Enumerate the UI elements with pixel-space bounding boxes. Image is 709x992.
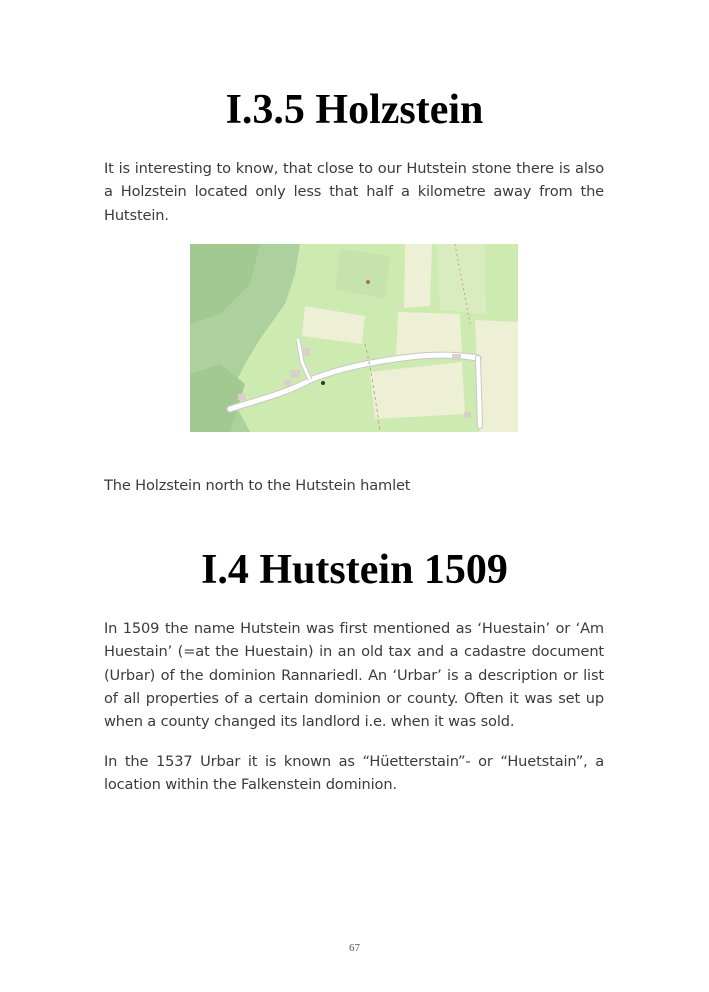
hutstein-1509-paragraph: In 1509 the name Hutstein was first mentioned as ‘Huestain’ or ‘Am Huestain’ (=at the Huestain) in an old tax and a cadastre document (Urbar) of the dominion Rannariedl. An ‘Urbar’ is a description or list of all properties of a certain dominion or county. Often it was set up when a county changed its landlord i.e. when it was sold.: [104, 620, 604, 731]
urbar-1537-paragraph: In the 1537 Urbar it is known as “Hüetterstain”- or “Huetstain”, a location within the Falkenstein dominion.: [104, 753, 604, 794]
holzstein-map-image: [190, 244, 518, 432]
holzstein-paragraph: It is interesting to know, that close to our Hutstein stone there is also a Holzstein located only less that half a kilometre away from the Hutstein.: [104, 160, 604, 224]
section-heading-holzstein: I.3.5 Holzstein: [225, 87, 484, 133]
map-caption: The Holzstein north to the Hutstein hamlet: [104, 477, 411, 494]
page-number: 67: [349, 942, 360, 954]
section-heading-hutstein-1509: I.4 Hutstein 1509: [201, 547, 508, 593]
